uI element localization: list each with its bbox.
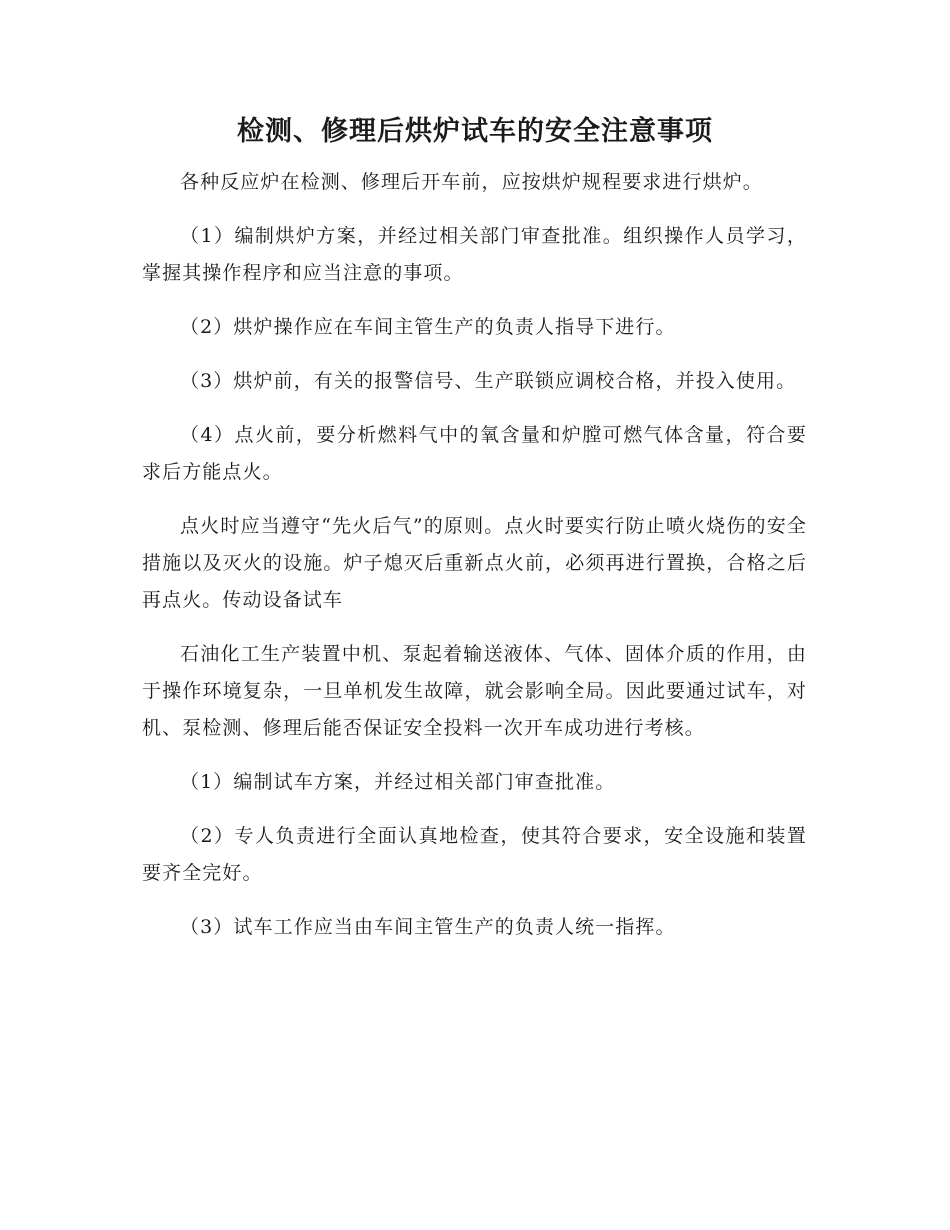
- document-body: [142, 164, 807, 963]
- paragraph-intro: 各种反应炉在检测、修理后开车前，应按烘炉规程要求进行烘炉。: [180, 171, 763, 193]
- paragraph-equipment-intro: 石油化工生产装置中机、泵起着输送液体、气体、固体介质的作用，由于操作环境复杂，一旦单机发生故障，就会影响全局。因此要通过试车，对机、泵检测、修理后能否保证安全投料一次开车成功进行考核。: [142, 643, 807, 739]
- paragraph-oven-step-3: （3）烘炉前，有关的报警信号、生产联锁应调校合格，并投入使用。: [180, 370, 797, 392]
- paragraph-test-step-3: （3）试车工作应当由车间主管生产的负责人统一指挥。: [180, 916, 676, 938]
- paragraph-test-step-2: （2）专人负责进行全面认真地检查，使其符合要求，安全设施和装置要齐全完好。: [142, 825, 807, 884]
- paragraph-ignition: 点火时应当遵守“先火后气”的原则。点火时要实行防止喷火烧伤的安全措施以及灭火的设施。炉子熄灭后重新点火前，必须再进行置换，合格之后再点火。传动设备试车: [142, 515, 807, 611]
- paragraph-oven-step-2: （2）烘炉操作应在车间主管生产的负责人指导下进行。: [180, 316, 676, 338]
- paragraph-test-step-1: （1）编制试车方案，并经过相关部门审查批准。: [180, 771, 616, 793]
- paragraph-oven-step-4: （4）点火前，要分析燃料气中的氧含量和炉膛可燃气体含量，符合要求后方能点火。: [142, 424, 807, 483]
- document-title: 检测、修理后烘炉试车的安全注意事项: [237, 116, 713, 147]
- paragraph-oven-step-1: （1）编制烘炉方案，并经过相关部门审查批准。组织操作人员学习，掌握其操作程序和应当注意的事项。: [142, 225, 807, 284]
